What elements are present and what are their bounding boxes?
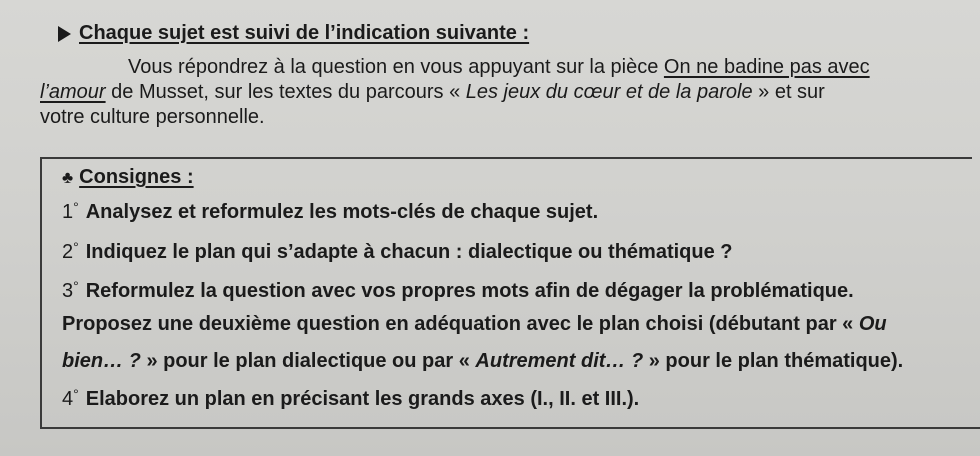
play-title-part1: On ne badine pas avec xyxy=(663,56,870,78)
item-number: 1° xyxy=(62,199,79,223)
item-number: 4° xyxy=(62,386,79,410)
consigne-item-1 xyxy=(62,199,598,224)
parcours-title: Les jeux du cœur et de la parole xyxy=(465,81,753,103)
consignes-title-text: Consignes : xyxy=(79,166,194,188)
line4-text: Proposez une deuxième question en adéquation avec le plan choisi (débutant par « xyxy=(62,313,859,335)
intro-text-mid: de Musset, sur les textes du parcours « xyxy=(105,81,466,103)
item-number: 3° xyxy=(62,278,79,302)
intro-text-start: Vous répondrez à la question en vous appuyant sur la pièce xyxy=(128,56,664,78)
line5-italic-1: bien… ? xyxy=(62,350,141,372)
item-text: Elaborez un plan en précisant les grands axes (I., II. et III.). xyxy=(85,388,640,410)
consigne-item-4 xyxy=(62,386,639,411)
line5-end: » pour le plan thématique). xyxy=(643,350,904,372)
item-number: 2° xyxy=(62,239,79,263)
item-text: Indiquez le plan qui s’adapte à chacun : dialectique ou thématique ? xyxy=(85,241,733,263)
consigne-item-3-continuation-2 xyxy=(62,350,903,373)
box-bottom-border xyxy=(40,427,980,429)
club-icon: ♣ xyxy=(62,168,74,187)
line5-italic-2: Autrement dit… ? xyxy=(475,350,644,372)
line4-italic: Ou xyxy=(858,313,887,335)
item-text: Analysez et reformulez les mots-clés de chaque sujet. xyxy=(85,201,599,223)
intro-text-end: » et sur xyxy=(752,81,825,103)
line5-mid: » pour le plan dialectique ou par « xyxy=(140,350,476,372)
triangle-bullet-icon xyxy=(58,26,71,42)
item-text: Reformulez la question avec vos propres mots afin de dégager la problématique. xyxy=(85,280,854,302)
intro-paragraph xyxy=(40,55,945,130)
consigne-item-2 xyxy=(62,239,733,264)
intro-text-line3: votre culture personnelle. xyxy=(40,106,265,128)
consignes-title xyxy=(62,166,194,189)
consigne-item-3 xyxy=(62,278,854,303)
intro-heading xyxy=(58,22,529,45)
intro-heading-text: Chaque sujet est suivi de l’indication suivante : xyxy=(79,22,530,44)
consigne-item-3-continuation xyxy=(62,313,887,336)
play-title-part2: l’amour xyxy=(40,81,106,103)
